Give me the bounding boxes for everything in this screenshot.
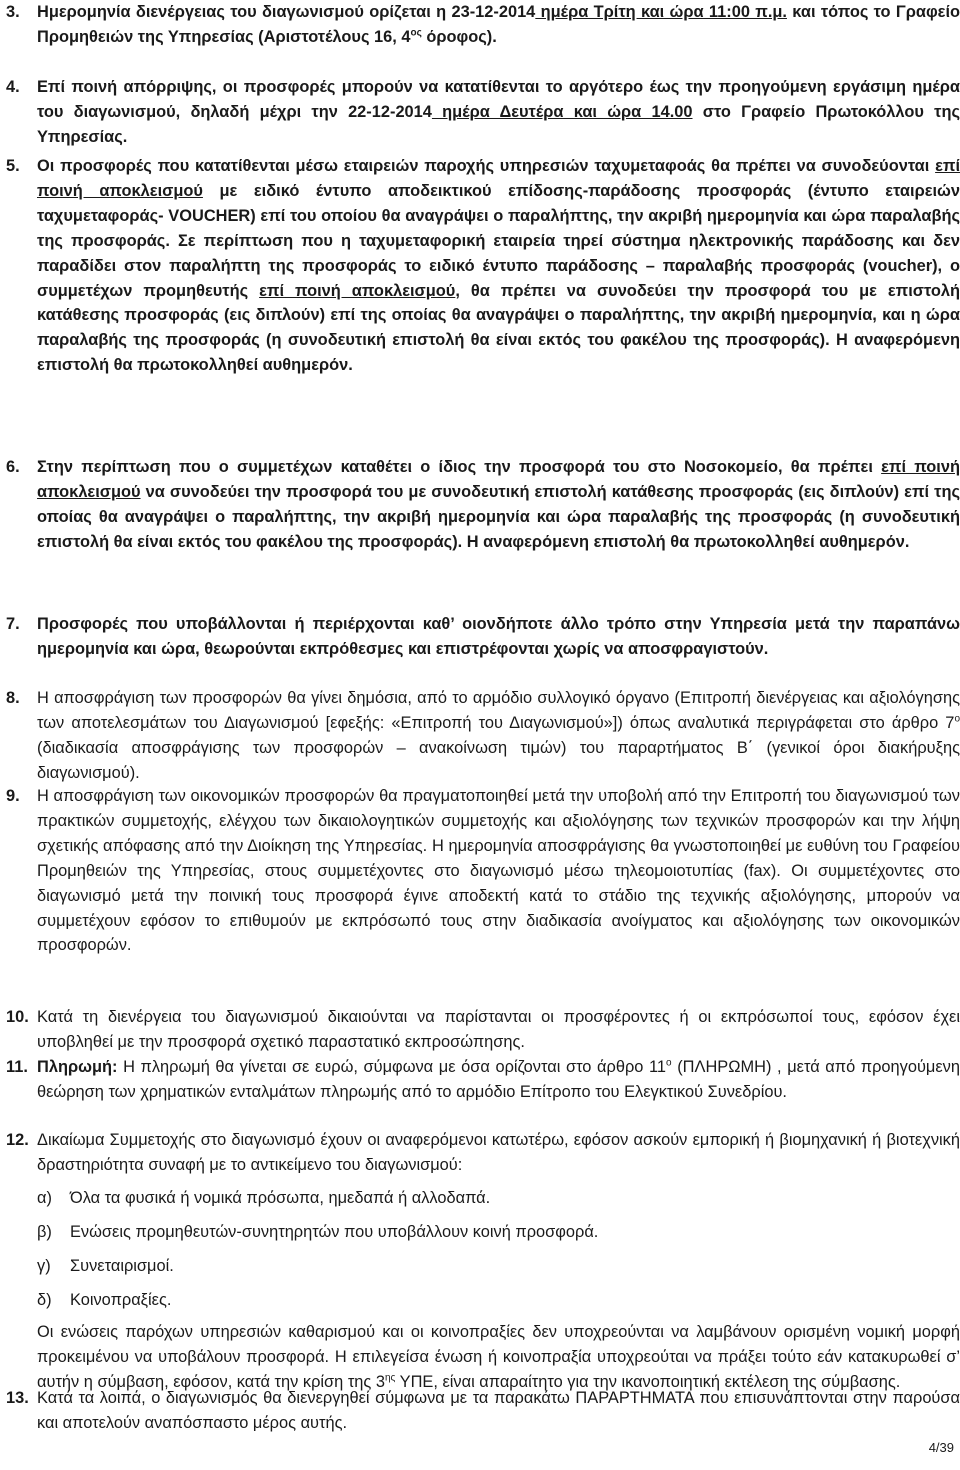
clause-text: Επί ποινή απόρριψης, οι προσφορές μπορούν να κατατίθενται το αργότερο έως την προηγούμενη εργάσιμη ημέρα του διαγωνισμού, δηλαδή μέχρι την 22-12-2014 ημέρα Δευτέρα και ώρα 14.00 στο Γραφείο Πρωτοκόλλου της Υπηρεσίας. bbox=[37, 78, 960, 146]
clause-number: 3. bbox=[6, 3, 20, 21]
clause-number: 12. bbox=[6, 1131, 29, 1149]
clause-number: 10. bbox=[6, 1008, 29, 1026]
clause-3 bbox=[6, 0, 960, 50]
clause-11 bbox=[6, 1055, 960, 1105]
clause-text: Δικαίωμα Συμμετοχής στο διαγωνισμό έχουν οι αναφερόμενοι κατωτέρω, εφόσον ασκούν εμπορική ή βιομηχανική ή βιοτεχνική δραστηριότητα συναφή με το αντικείμενο του διαγωνισμού: α) Όλα τα φυσικά ή νομικά πρόσωπα, ημεδαπά ή αλλοδαπά. β) Ενώσεις προμηθευτών-συνητηρητών που υποβάλλουν κοινή προσφορά. γ) Συνεταιρισμοί. δ) Κοινοπραξίες. Οι ενώσεις παρόχων υπηρεσιών καθαρισμού και οι κοινοπραξίες δεν υποχρεούνται να λαμβάνουν ορισμένη νομική μορφή προκειμένου να υποβάλουν προσφορά. Η επιλεγείσα ένωση ή κοινοπραξία υποχρεούται να πράξει τούτο εάν κατακυρωθεί σ’ αυτήν η σύμβαση, εφόσον, κατά την κρίση της $3^{\eta\varsigma}$ ΥΠΕ, είναι απαραίτητο για την ικανοποιητική εκτέλεση της σύμβασης. bbox=[37, 1128, 960, 1395]
clause-paragraph: Οι ενώσεις παρόχων υπηρεσιών καθαρισμού και οι κοινοπραξίες δεν υποχρεούνται να λαμβάνουν ορισμένη νομική μορφή προκειμένου να υποβάλουν προσφορά. Η επιλεγείσα ένωση ή κοινοπραξία υποχρεούται να πράξει τούτο εάν κατακυρωθεί σ’ αυτήν η σύμβαση, εφόσον, κατά την κρίση της $3^{\eta\varsigma}$ ΥΠΕ, είναι απαραίτητο για την ικανοποιητική εκτέλεση της σύμβασης. bbox=[37, 1323, 960, 1392]
clause-number: 11. bbox=[6, 1058, 28, 1076]
clause-text: Η αποσφράγιση των οικονομικών προσφορών θα πραγματοποιηθεί μετά την υποβολή από την Επιτροπή του διαγωνισμού των πρακτικών συμμετοχής, ελέγχου των δικαιολογητικών συμμετοχής και αξιολόγησης των τεχνικών προσφορών και την λήψη σχετικής απόφασης από την Διοίκηση της Υπηρεσίας. Η ημερομηνία αποσφράγισης θα γνωστοποιηθεί με ευθύνη του Γραφείου Προμηθειών της Υπηρεσίας, στους συμμετέχοντες στο διαγωνισμό μέσω τηλεομοιοτυπίας (fax). Οι συμμετέχοντες στο διαγωνισμό μετά την ποινική τους προσφορά έγινε αποδεκτή κατά το στάδιο της τεχνικής αξιολόγησης, μπορούν να συμμετέχουν εφόσον το επιθυμούν με εκπρόσωπό τους στην διαδικασία ανοίγματος και αξιολόγησης των οικονομικών προσφορών. bbox=[37, 787, 960, 955]
list-item: γ) Συνεταιρισμοί. bbox=[37, 1256, 174, 1275]
clause-10 bbox=[6, 1005, 960, 1055]
payment-label: Πληρωμή: bbox=[37, 1058, 118, 1076]
clause-13 bbox=[6, 1386, 960, 1436]
clause-number: 5. bbox=[6, 157, 20, 175]
list-item: α) Όλα τα φυσικά ή νομικά πρόσωπα, ημεδαπά ή αλλοδαπά. bbox=[37, 1188, 491, 1207]
page-number: 4/39 bbox=[928, 1440, 954, 1455]
clause-5 bbox=[6, 154, 960, 378]
clause-text: Κατά τη διενέργεια του διαγωνισμού δικαιούνται να παρίστανται οι προσφέροντες ή οι εκπρόσωποί τους, εφόσον έχει υποβληθεί με την προσφορά σχετικό παραστατικό εκπροσώπησης. bbox=[37, 1008, 960, 1051]
clause-7 bbox=[6, 612, 960, 662]
clause-number: 6. bbox=[6, 458, 20, 476]
clause-text: Στην περίπτωση που ο συμμετέχων καταθέτει ο ίδιος την προσφορά του στο Νοσοκομείο, θα πρέπει επί ποινή αποκλεισμού να συνοδεύει την προσφορά του με συνοδευτική επιστολή κατάθεσης προσφοράς (εις διπλούν) επί της οποίας θα αναγράψει ο παραλήπτης, την ακριβή ημερομηνία και ώρα παραλαβής της προσφοράς (η συνοδευτική επιστολή θα είναι εκτός του φακέλου της προσφοράς). Η αναφερόμενη επιστολή θα πρωτοκολληθεί αυθημερόν. bbox=[37, 458, 960, 551]
clause-6 bbox=[6, 455, 960, 555]
clause-8 bbox=[6, 686, 960, 786]
clause-number: 9. bbox=[6, 787, 20, 805]
clause-text: Οι προσφορές που κατατίθενται μέσω εταιρειών παροχής υπηρεσιών ταχυμεταφοάς θα πρέπει να συνοδεύονται επί ποινή αποκλεισμού με ειδικό έντυπο αποδεικτικού επίδοσης-παράδοσης προσφοράς (έντυπο εταιρειών ταχυμεταφοράς- VOUCHER) επί του οποίου θα αναγράψει ο παραλήπτης, την ακριβή ημερομηνία και ώρα παραλαβής της προσφοράς. Σε περίπτωση που η ταχυμεταφορική εταιρεία τηρεί σύστημα ηλεκτρονικής παράδοσης και δεν παραδίδει στον παραλήπτη της προσφοράς το ειδικό έντυπο παράδοσης – παραλαβής προσφοράς (voucher), ο συμμετέχων προμηθευτής επί ποινή αποκλεισμού, θα πρέπει να συνοδεύει την προσφορά του με επιστολή κατάθεσης προσφοράς (εις διπλούν) επί της οποίας θα αναγράψει ο παραλήπτης, την ακριβή ημερομηνία, και η ώρα παραλαβής της προσφοράς (η συνοδευτική επιστολή θα είναι εκτός του φακέλου της προσφοράς). Η αναφερόμενη επιστολή θα πρωτοκολληθεί αυθημερόν. bbox=[37, 157, 960, 375]
clause-text: Ημερομηνία διενέργειας του διαγωνισμού ορίζεται η 23-12-2014 ημέρα Τρίτη και ώρα 11:00 π.μ. και τόπος το Γραφείο Προμηθειών της Υπηρεσίας (Αριστοτέλους 16, $4^{o\varsigma}$ όροφος). bbox=[37, 3, 960, 46]
clause-number: 13. bbox=[6, 1389, 29, 1407]
clause-number: 8. bbox=[6, 689, 20, 707]
clause-text: Προσφορές που υποβάλλονται ή περιέρχονται καθ’ οιονδήποτε άλλο τρόπο στην Υπηρεσία μετά την παραπάνω ημερομηνία και ώρα, θεωρούνται εκπρόθεσμες και επιστρέφονται χωρίς να αποσφραγιστούν. bbox=[37, 615, 960, 658]
clause-text: Η αποσφράγιση των προσφορών θα γίνει δημόσια, από το αρμόδιο συλλογικό όργανο (Επιτροπή διενέργειας και αξιολόγησης των αποτελεσμάτων του Διαγωνισμού [εφεξής: «Επιτροπή του Διαγωνισμού»]) όπως αναλυτικά περιγράφεται στο άρθρο $7^o$ (διαδικασία αποσφράγισης των προσφορών – ανακοίνωση τιμών) του παραρτήματος Β΄ (γενικοί όροι διακήρυξης διαγωνισμού). bbox=[37, 689, 960, 782]
clause-9 bbox=[6, 784, 960, 958]
clause-number: 7. bbox=[6, 615, 20, 633]
list-item: β) Ενώσεις προμηθευτών-συνητηρητών που υποβάλλουν κοινή προσφορά. bbox=[37, 1222, 599, 1241]
clause-text: Πληρωμή: Η πληρωμή θα γίνεται σε ευρώ, σύμφωνα με όσα ορίζονται στο άρθρο $11^o$ (ΠΛΗΡΩΜΗ) , μετά από προηγούμενη θεώρηση των χρηματικών ενταλμάτων πληρωμής από το αρμόδιο Επίτροπο του Ελεγκτικού Συνεδρίου. bbox=[37, 1057, 960, 1101]
clause-12 bbox=[6, 1128, 960, 1395]
clause-number: 4. bbox=[6, 78, 20, 96]
clause-text: Κατά τα λοιπά, ο διαγωνισμός θα διενεργηθεί σύμφωνα με τα παρακάτω ΠΑΡΑΡΤΗΜΑΤΑ που επισυνάπτονται στην παρούσα και αποτελούν αναπόσπαστο μέρος αυτής. bbox=[37, 1389, 960, 1432]
list-item: δ) Κοινοπραξίες. bbox=[37, 1290, 172, 1309]
clause-4 bbox=[6, 75, 960, 150]
